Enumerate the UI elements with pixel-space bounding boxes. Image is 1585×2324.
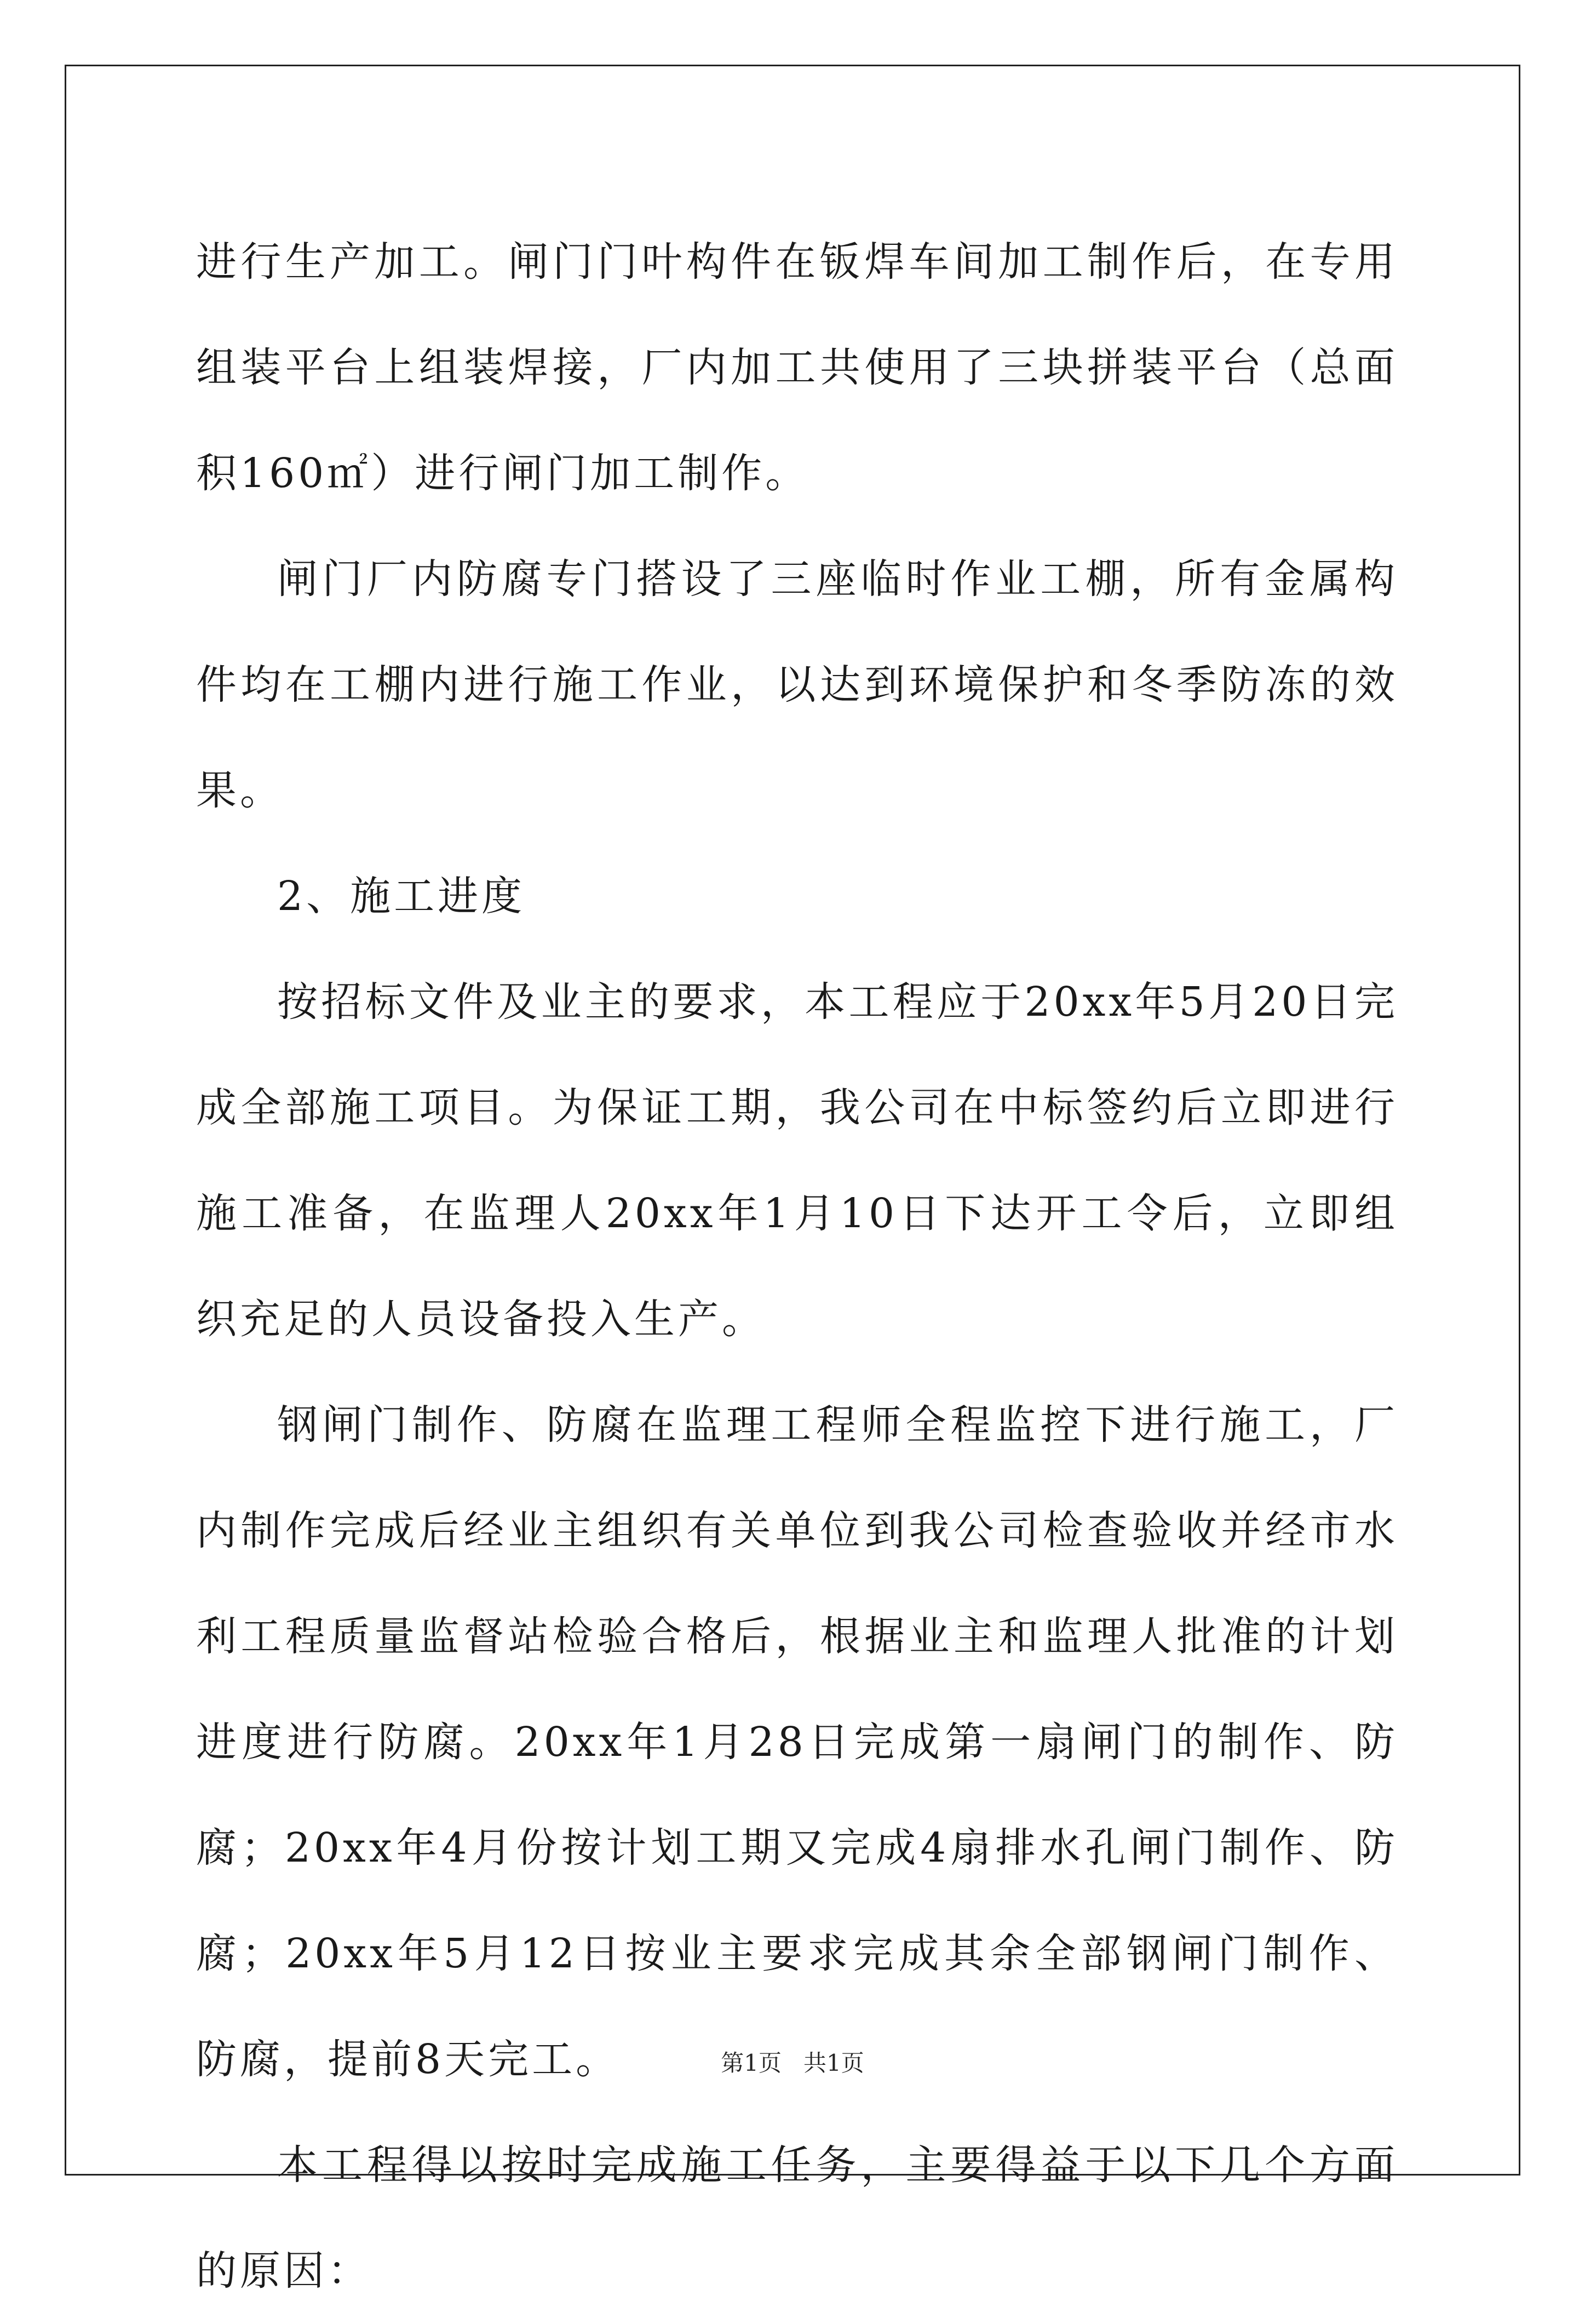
section-heading-construction-progress: 2、施工进度 <box>277 873 526 920</box>
document-body <box>196 209 1398 2324</box>
paragraph-4: 钢闸门制作、防腐在监理工程师全程监控下进行施工，厂内制作完成后经业主组织有关单位到我公司检查验收并经市水利工程质量监督站检验合格后，根据业主和监理人批准的计划进度进行防腐。20xx年1月28日完成第一扇闸门的制作、防腐；20xx年4月份按计划工期又完成4扇排水孔闸门制作、防腐；20xx年5月12日按业主要求完成其余全部钢闸门制作、防腐，提前8天完工。 <box>196 1401 1398 2083</box>
page-footer <box>0 2048 1585 2079</box>
page-total: 共1页 <box>803 2050 864 2076</box>
paragraph-2: 闸门厂内防腐专门搭设了三座临时作业工棚，所有金属构件均在工棚内进行施工作业，以达到环境保护和冬季防冻的效果。 <box>196 556 1398 814</box>
paragraph-1: 进行生产加工。闸门门叶构件在钣焊车间加工制作后，在专用组装平台上组装焊接，厂内加工共使用了三块拼装平台（总面积160㎡）进行闸门加工制作。 <box>196 238 1398 497</box>
paragraph-5: 本工程得以按时完成施工任务，主要得益于以下几个方面的原因： <box>196 2142 1398 2294</box>
page-number: 第1页 <box>721 2050 782 2076</box>
paragraph-3: 按招标文件及业主的要求，本工程应于20xx年5月20日完成全部施工项目。为保证工期，我公司在中标签约后立即进行施工准备，在监理人20xx年1月10日下达开工令后，立即组织充足的人员设备投入生产。 <box>196 978 1398 1343</box>
